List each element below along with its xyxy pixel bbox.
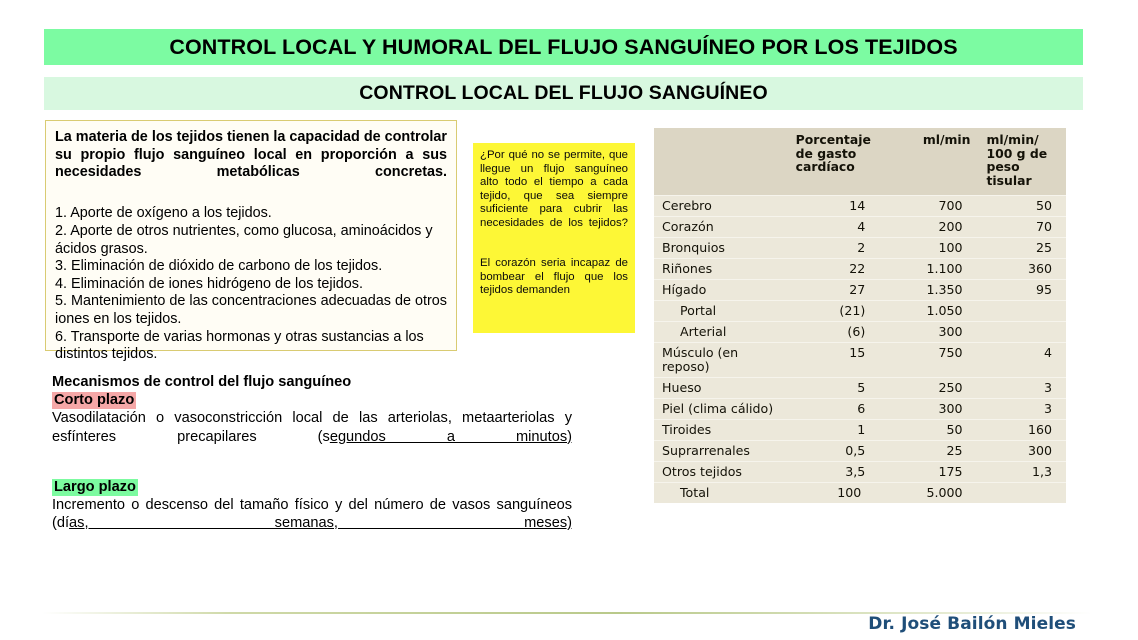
- cell-ml-min: 300: [895, 322, 978, 343]
- cell-ml-min-100g: 95: [979, 280, 1067, 301]
- cell-ml-min-100g: 360: [979, 259, 1067, 280]
- table-row: [654, 343, 1066, 378]
- cell-ml-min-100g: 25: [979, 238, 1067, 259]
- table-row: [654, 259, 1066, 280]
- cell-ml-min-100g: [979, 322, 1067, 343]
- table-header: [654, 128, 1066, 196]
- cell-ml-min-100g: 3: [979, 399, 1067, 420]
- cell-tissue: Suprarrenales: [654, 441, 788, 462]
- cell-percentage: 1: [788, 420, 896, 441]
- table-row: [654, 196, 1066, 217]
- cell-percentage: (21): [788, 301, 896, 322]
- cell-percentage: 5: [788, 378, 896, 399]
- question-callout-box: [473, 143, 635, 333]
- cell-ml-min: 250: [895, 378, 978, 399]
- list-item: 2. Aporte de otros nutrientes, como glucosa, aminoácidos y ácidos grasos.: [55, 222, 437, 257]
- cell-tissue: Riñones: [654, 259, 788, 280]
- list-item: 1. Aporte de oxígeno a los tejidos.: [55, 205, 272, 222]
- cell-percentage: (6): [788, 322, 896, 343]
- cell-ml-min: 5.000: [895, 483, 978, 504]
- table-body: [654, 196, 1066, 504]
- table-row: [654, 238, 1066, 259]
- short-term-text-underlined: egundos a minutos): [329, 428, 572, 445]
- cell-percentage: 22: [788, 259, 896, 280]
- cell-tissue: Total: [654, 483, 788, 504]
- cell-tissue: Bronquios: [654, 238, 788, 259]
- cell-ml-min: 50: [895, 420, 978, 441]
- main-title-banner: CONTROL LOCAL Y HUMORAL DEL FLUJO SANGUÍNEO POR LOS TEJIDOS: [44, 29, 1083, 65]
- short-term-highlight-row: [52, 391, 572, 409]
- cell-ml-min: 1.100: [895, 259, 978, 280]
- cell-percentage: 6: [788, 399, 896, 420]
- cell-ml-min: 175: [895, 462, 978, 483]
- cell-percentage: 3,5: [788, 462, 896, 483]
- table-row: [654, 483, 1066, 504]
- cell-tissue: Cerebro: [654, 196, 788, 217]
- cell-ml-min-100g: [979, 483, 1067, 504]
- list-item: 4. Eliminación de iones hidrógeno de los tejidos.: [55, 275, 363, 292]
- table-row: [654, 280, 1066, 301]
- intro-lead-paragraph: La materia de los tejidos tienen la capacidad de controlar su propio flujo sanguíneo local en proporción a sus necesidades metabólicas concretas.: [55, 129, 447, 181]
- cell-ml-min: 750: [895, 343, 978, 378]
- column-header-percentage: Porcentaje de gasto cardíaco: [788, 128, 896, 196]
- cell-percentage: 0,5: [788, 441, 896, 462]
- cell-tissue: Arterial: [654, 322, 788, 343]
- cell-tissue: Hueso: [654, 378, 788, 399]
- blood-flow-table: [654, 128, 1066, 503]
- cell-ml-min-100g: 50: [979, 196, 1067, 217]
- subtitle-banner: CONTROL LOCAL DEL FLUJO SANGUÍNEO: [44, 77, 1083, 110]
- cell-ml-min-100g: 3: [979, 378, 1067, 399]
- cell-tissue: Músculo (en reposo): [654, 343, 788, 378]
- footer-author-name: Dr. José Bailón Mieles: [868, 614, 1076, 634]
- cell-percentage: 4: [788, 217, 896, 238]
- cell-ml-min-100g: 4: [979, 343, 1067, 378]
- cell-tissue: Piel (clima cálido): [654, 399, 788, 420]
- cell-ml-min-100g: 1,3: [979, 462, 1067, 483]
- cell-percentage: 14: [788, 196, 896, 217]
- table-row: [654, 399, 1066, 420]
- long-term-label: Largo plazo: [54, 478, 136, 495]
- cell-ml-min-100g: [979, 301, 1067, 322]
- table-row: [654, 301, 1066, 322]
- long-term-text-plain: Incremento o descenso del tamaño físico y del número de vasos sanguíneos (dí: [52, 496, 572, 531]
- intro-text-box: [45, 120, 457, 363]
- table-row: [654, 462, 1066, 483]
- cell-tissue: Corazón: [654, 217, 788, 238]
- mechanisms-heading: Mecanismos de control del flujo sanguíneo: [52, 374, 352, 390]
- long-term-highlight-row: [52, 478, 572, 496]
- short-term-description: [52, 409, 572, 465]
- short-term-text-plain: Vasodilatación o vasoconstricción local de las arteriolas, metaarteriolas y esfínteres precapilares (s: [52, 410, 572, 445]
- cell-percentage: 100: [788, 483, 896, 504]
- cell-ml-min: 300: [895, 399, 978, 420]
- table-row: [654, 441, 1066, 462]
- cell-tissue: Portal: [654, 301, 788, 322]
- question-text: ¿Por qué no se permite, que llegue un flujo sanguíneo alto todo el tiempo a cada tejido, que sea siempre suficiente para cubrir las necesidades de los tejidos?: [480, 149, 628, 229]
- list-item: 3. Eliminación de dióxido de carbono de los tejidos.: [55, 258, 383, 275]
- list-item: 6. Transporte de varias hormonas y otras sustancias a los distintos tejidos.: [55, 328, 428, 363]
- table-row: [654, 322, 1066, 343]
- column-header-tissue: [654, 128, 788, 196]
- cell-ml-min: 1.050: [895, 301, 978, 322]
- table-row: [654, 217, 1066, 238]
- cell-ml-min: 1.350: [895, 280, 978, 301]
- cell-ml-min-100g: 160: [979, 420, 1067, 441]
- cell-ml-min: 100: [895, 238, 978, 259]
- cell-percentage: 27: [788, 280, 896, 301]
- answer-text: El corazón seria incapaz de bombear el flujo que los tejidos demanden: [480, 257, 628, 297]
- short-term-label: Corto plazo: [54, 392, 135, 408]
- table-row: [654, 378, 1066, 399]
- cell-ml-min: 700: [895, 196, 978, 217]
- column-header-ml-min-100g: ml/min/ 100 g de peso tisular: [979, 128, 1067, 196]
- cell-tissue: Hígado: [654, 280, 788, 301]
- cell-ml-min: 25: [895, 441, 978, 462]
- cell-percentage: 2: [788, 238, 896, 259]
- column-header-ml-min: ml/min: [895, 128, 978, 196]
- cell-tissue: Otros tejidos: [654, 462, 788, 483]
- cell-percentage: 15: [788, 343, 896, 378]
- cell-ml-min: 200: [895, 217, 978, 238]
- mechanisms-section: [52, 373, 572, 551]
- cell-tissue: Tiroides: [654, 420, 788, 441]
- long-term-description: [52, 496, 572, 552]
- intro-list: [55, 205, 451, 363]
- table-header-row: [654, 128, 1066, 196]
- cell-ml-min-100g: 300: [979, 441, 1067, 462]
- mechanisms-spacer: [52, 465, 572, 478]
- table-row: [654, 420, 1066, 441]
- cell-ml-min-100g: 70: [979, 217, 1067, 238]
- list-item: 5. Mantenimiento de las concentraciones adecuadas de otros iones en los tejidos.: [55, 293, 451, 327]
- long-term-text-underlined: as, semanas, meses): [69, 515, 572, 531]
